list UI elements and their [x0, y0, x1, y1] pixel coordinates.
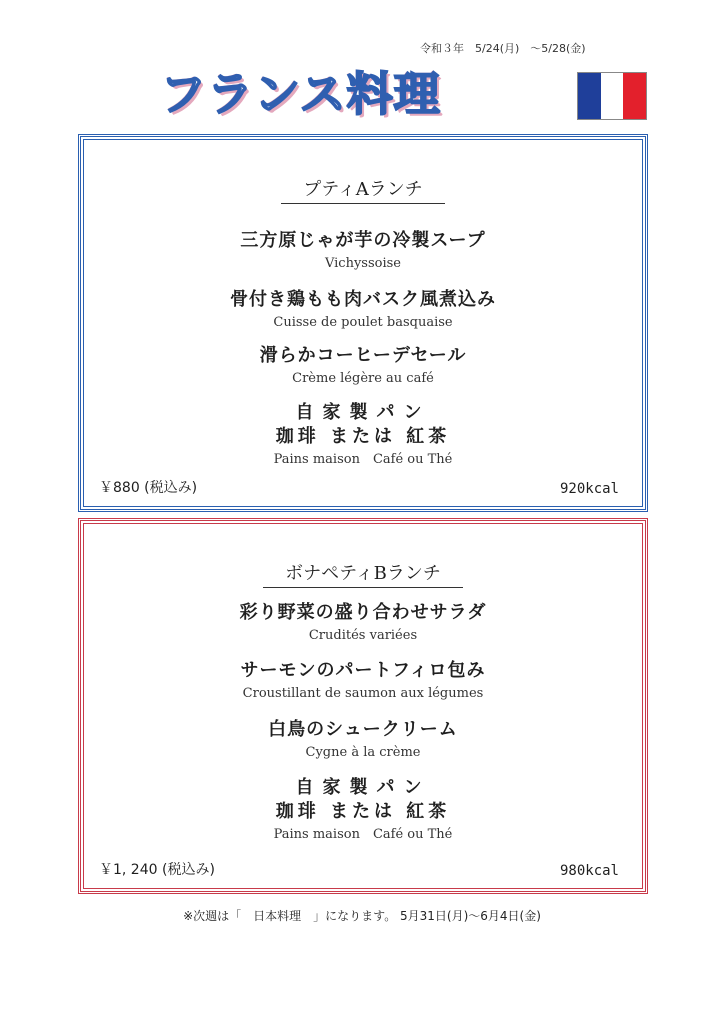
lunch-b-price: ￥1, 240 (税込み) — [99, 862, 215, 878]
course-name-jp: サーモンのパートフィロ包み — [240, 660, 486, 681]
course-name-fr: Cygne à la crème — [305, 745, 421, 760]
bread-line: 自家製パン — [295, 777, 431, 798]
lunch-b-kcal: 980kcal — [559, 863, 619, 879]
lunch-a-title: プティAランチ — [81, 175, 645, 204]
course-name-fr: Cuisse de poulet basquaise — [273, 315, 453, 330]
next-week-note: ※次週は「 日本料理 」になります。 5月31日(月)～6月4日(金) — [183, 909, 541, 923]
lunch-b-course-main — [81, 659, 645, 703]
course-name-fr: Croustillant de saumon aux légumes — [242, 686, 484, 701]
lunch-a-kcal: 920kcal — [559, 481, 619, 497]
lunch-b-course-salad — [81, 601, 645, 645]
bread-drink-fr: Pains maison Café ou Thé — [273, 827, 453, 842]
course-name-fr: Crudités variées — [308, 628, 418, 643]
lunch-b-course-dessert — [81, 718, 645, 762]
course-name-fr: Vichyssoise — [324, 256, 401, 271]
french-flag-icon — [577, 72, 647, 120]
lunch-b-panel — [78, 518, 648, 894]
drink-line: 珈琲 または 紅茶 — [275, 426, 451, 447]
course-name-fr: Crème légère au café — [292, 371, 434, 386]
course-name-jp: 彩り野菜の盛り合わせサラダ — [239, 602, 487, 623]
flag-stripe-red — [623, 73, 646, 119]
flag-stripe-white — [601, 73, 624, 119]
lunch-a-course-soup — [81, 229, 645, 273]
course-name-jp: 滑らかコーヒーデセール — [259, 345, 467, 366]
lunch-a-panel — [78, 134, 648, 512]
course-name-jp: 白鳥のシュークリーム — [268, 719, 458, 740]
course-name-jp: 三方原じゃが芋の冷製スープ — [240, 230, 486, 251]
page-title: フランス料理 — [160, 67, 441, 121]
lunch-a-course-main — [81, 288, 645, 332]
lunch-a-price: ￥880 (税込み) — [99, 480, 198, 496]
lunch-b-bread-drink — [81, 776, 645, 844]
bread-line: 自家製パン — [295, 402, 431, 423]
flag-stripe-blue — [578, 73, 601, 119]
bread-drink-fr: Pains maison Café ou Thé — [273, 452, 453, 467]
drink-line: 珈琲 または 紅茶 — [275, 801, 451, 822]
lunch-a-bread-drink — [81, 401, 645, 469]
menu-date-range: 令和３年 5/24(月) ～5/28(金) — [420, 42, 586, 55]
lunch-a-course-dessert — [81, 344, 645, 388]
lunch-b-title: ボナペティBランチ — [81, 559, 645, 588]
course-name-jp: 骨付き鶏もも肉バスク風煮込み — [230, 289, 496, 310]
